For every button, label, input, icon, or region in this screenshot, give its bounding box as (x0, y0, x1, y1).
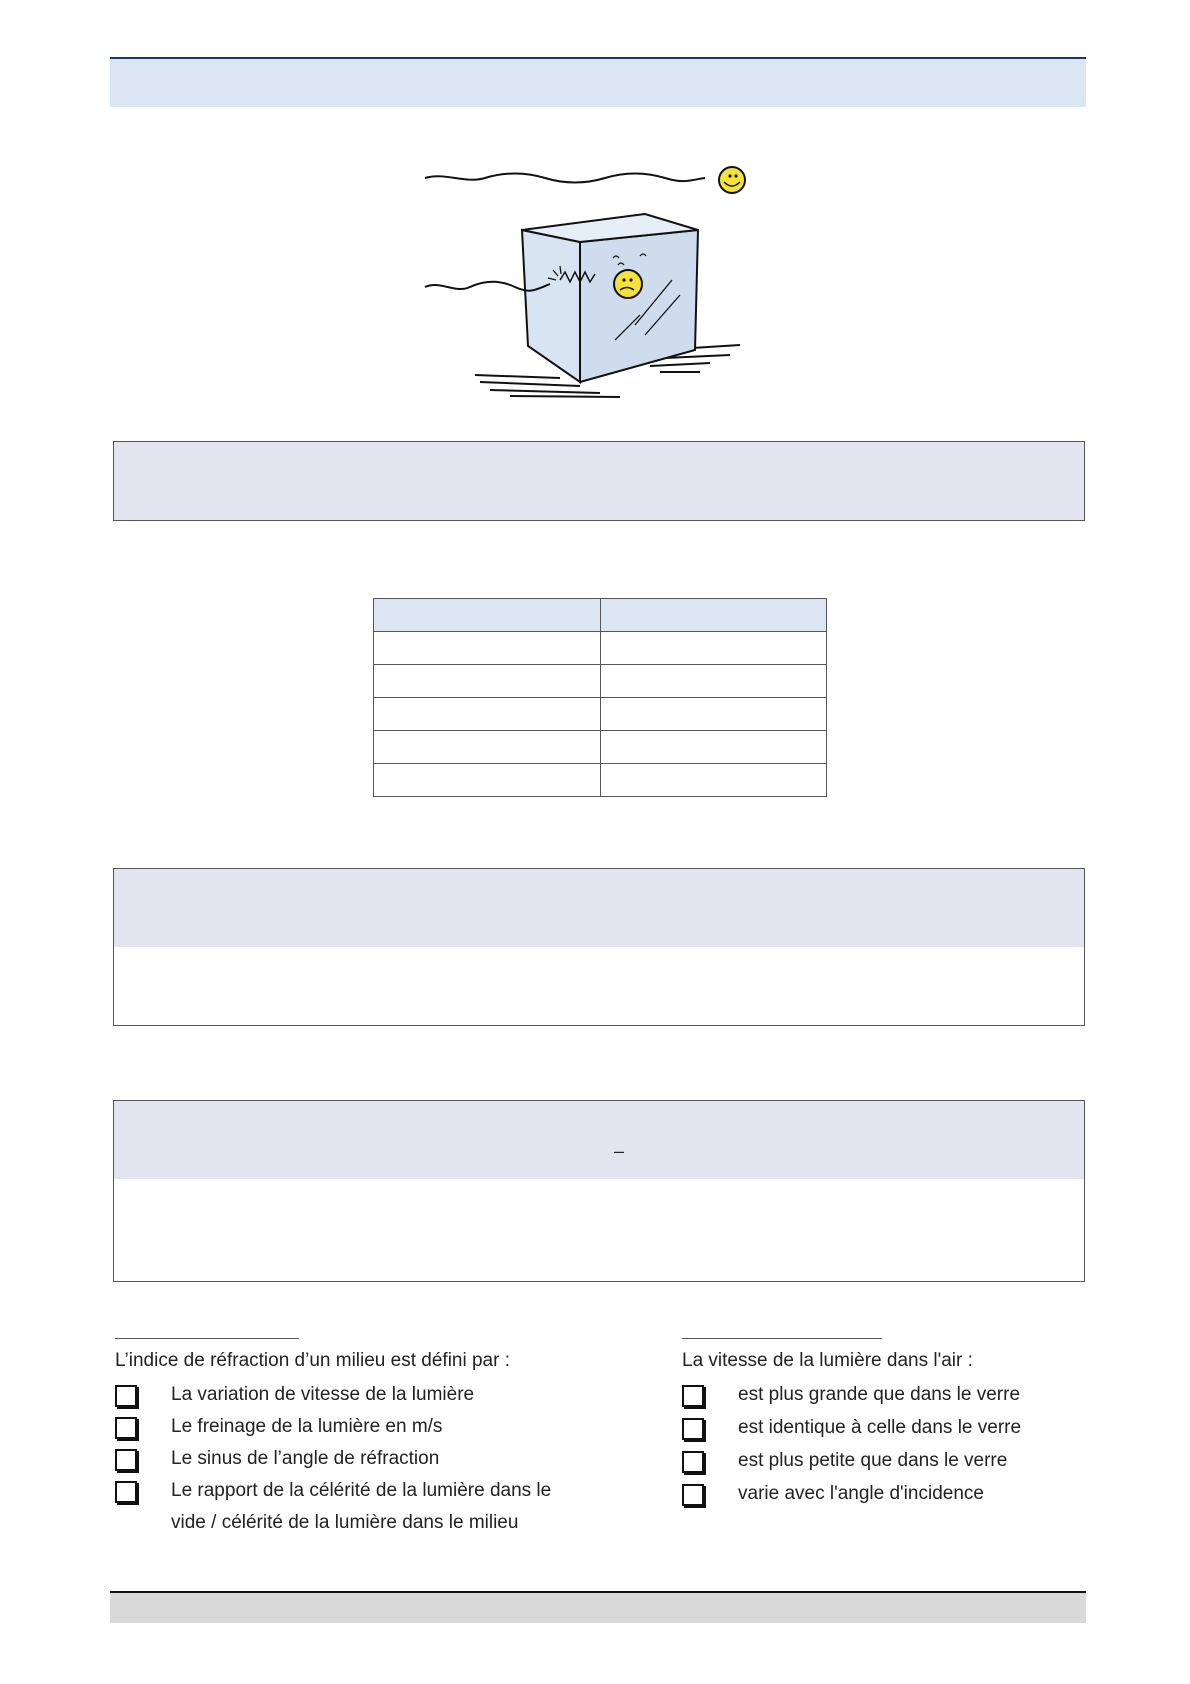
quiz-option[interactable] (682, 1478, 1092, 1510)
light-cube-illustration (410, 150, 790, 410)
formula-box (113, 1100, 1085, 1282)
checkbox-icon[interactable] (115, 1481, 137, 1503)
checkbox-icon[interactable] (682, 1451, 704, 1473)
table-row (374, 764, 827, 797)
table-cell (600, 632, 827, 665)
option-label: est plus petite que dans le verre (738, 1450, 1008, 1471)
table-cell (374, 764, 601, 797)
option-label: Le freinage de la lumière en m/s (171, 1416, 443, 1437)
header-band (110, 57, 1086, 107)
table-cell (374, 632, 601, 665)
question-rule (115, 1338, 299, 1339)
quiz-option[interactable] (115, 1475, 615, 1539)
question-prompt: La vitesse de la lumière dans l'air : (682, 1350, 973, 1371)
table-row (374, 632, 827, 665)
table-cell (600, 698, 827, 731)
question-rule (682, 1338, 882, 1339)
table-cell (374, 698, 601, 731)
table-row (374, 731, 827, 764)
quiz-question-right (682, 1338, 1092, 1511)
checkbox-icon[interactable] (682, 1418, 704, 1440)
checkbox-icon[interactable] (682, 1385, 704, 1407)
quiz-option[interactable] (682, 1412, 1092, 1444)
checkbox-icon[interactable] (115, 1385, 137, 1407)
law-box (113, 868, 1085, 1026)
option-label: Le rapport de la célérité de la lumière dans le vide / célérité de la lumière dans le milieu (171, 1480, 552, 1533)
table-row (374, 698, 827, 731)
table-cell (374, 731, 601, 764)
quiz-option[interactable] (682, 1445, 1092, 1477)
option-label: Le sinus de l’angle de réfraction (171, 1448, 440, 1469)
table-header-row (374, 599, 827, 632)
option-label: La variation de vitesse de la lumière (171, 1384, 475, 1405)
table-cell (600, 599, 827, 632)
option-label: est plus grande que dans le verre (738, 1384, 1021, 1405)
quiz-option[interactable] (682, 1379, 1092, 1411)
checkbox-icon[interactable] (115, 1417, 137, 1439)
fraction-bar: – (614, 1141, 625, 1161)
definition-box (113, 441, 1085, 521)
checkbox-icon[interactable] (115, 1449, 137, 1471)
data-table (373, 598, 827, 797)
table-cell (600, 665, 827, 698)
quiz-option[interactable] (115, 1379, 615, 1411)
formula-box-heading (114, 1101, 1084, 1179)
option-label: varie avec l'angle d'incidence (738, 1483, 984, 1504)
table-cell (600, 731, 827, 764)
table-cell (374, 665, 601, 698)
table-cell (600, 764, 827, 797)
law-box-heading (114, 869, 1084, 947)
table-cell (374, 599, 601, 632)
checkbox-icon[interactable] (682, 1484, 704, 1506)
footer-band (110, 1593, 1086, 1623)
table-row (374, 665, 827, 698)
quiz-question-left (115, 1338, 615, 1539)
quiz-option[interactable] (115, 1411, 615, 1443)
quiz-option[interactable] (115, 1443, 615, 1475)
question-prompt: L’indice de réfraction d’un milieu est défini par : (115, 1350, 511, 1371)
option-label: est identique à celle dans le verre (738, 1417, 1022, 1438)
